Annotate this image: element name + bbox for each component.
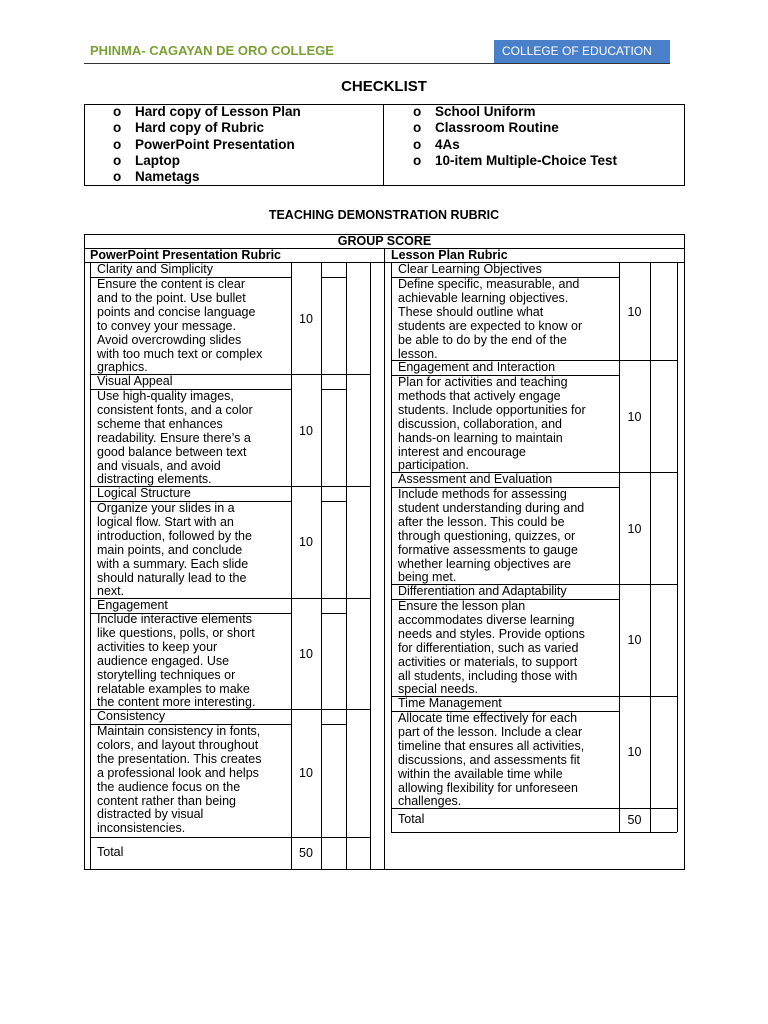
criterion-title: Logical Structure (97, 486, 191, 500)
checklist-item: o 4As (413, 136, 460, 152)
bullet-icon: o (113, 136, 122, 152)
criterion-title: Clarity and Simplicity (97, 262, 214, 276)
bullet-icon: o (413, 120, 422, 136)
criterion-title: Time Management (398, 696, 502, 710)
criterion-description: Allocate time effectively for each part of the lesson. Include a clear timeline that ensures all activities, discussions, and assessments fit within the available time while allowing flexibility for unforeseen challenges. (398, 711, 585, 809)
criterion-title: Engagement and Interaction (398, 360, 556, 374)
criterion-description: Ensure the content is clear and to the point. Use bullet points and concise language to convey your message. Avoid overcrowding slides with too much text or complex graphics. (97, 277, 263, 375)
criterion-description: Include methods for assessing student understanding during and after the lesson. This could be through questioning, quizzes, or formative assessments to gauge whether learning objectives are being met. (398, 487, 585, 585)
checklist-item: o Nametags (113, 169, 200, 185)
criterion-description: Ensure the lesson plan accommodates diverse learning needs and styles. Provide options for differentiation, such as varied activities or materials, to support all students, including those with special needs. (398, 599, 585, 697)
bullet-icon: o (413, 104, 422, 119)
criterion-points: 10 (627, 410, 642, 424)
criterion-points: 10 (627, 522, 642, 536)
college-name: PHINMA- CAGAYAN DE ORO COLLEGE (90, 43, 334, 58)
bullet-icon: o (113, 120, 122, 136)
checklist-item: o PowerPoint Presentation (113, 136, 295, 152)
checklist-item: o Classroom Routine (413, 120, 559, 136)
score-cell-divider (321, 389, 346, 390)
criterion-title: Visual Appeal (97, 374, 173, 388)
checklist-left-column (113, 104, 301, 185)
bullet-icon: o (113, 104, 122, 119)
right-table-border (391, 262, 392, 832)
criterion-points: 10 (299, 424, 313, 438)
criterion-description: Define specific, measurable, and achievable learning objectives. These should outline what students are expected to know or be able to do by the end of the lesson. (398, 277, 583, 361)
criterion-description: Maintain consistency in fonts, colors, and layout throughout the presentation. This creates a professional look and helps the audience focus on the content rather than being distracted by visual inconsistencies. (97, 724, 262, 836)
bullet-icon: o (413, 152, 422, 168)
criterion-title: Clear Learning Objectives (398, 262, 542, 276)
score-cell-divider (321, 724, 346, 725)
checklist-item: o Laptop (113, 152, 180, 168)
left-score-column-border (346, 262, 347, 870)
powerpoint-rubric-heading: PowerPoint Presentation Rubric (90, 248, 282, 262)
lesson-plan-rubric-heading: Lesson Plan Rubric (391, 248, 508, 262)
criterion-points: 10 (299, 535, 313, 549)
bullet-icon: o (113, 169, 122, 185)
total-label: Total (398, 812, 425, 826)
checklist-item: o Hard copy of Lesson Plan (113, 104, 301, 119)
row-divider (90, 869, 370, 870)
checklist-right-column (413, 104, 617, 169)
score-cell-divider (321, 277, 346, 278)
criterion-points: 10 (299, 312, 313, 326)
checklist-title: CHECKLIST (341, 78, 427, 95)
checklist-divider (383, 104, 384, 186)
criterion-title: Assessment and Evaluation (398, 472, 553, 486)
criterion-title: Consistency (97, 709, 166, 723)
row-divider (391, 832, 677, 833)
criterion-points: 10 (627, 745, 642, 759)
criterion-points: 10 (299, 647, 313, 661)
header-divider (84, 63, 670, 64)
criterion-description: Organize your slides in a logical flow. Start with an introduction, followed by the main points, and conclude with a summary. Each slide should naturally lead to the next. (97, 501, 252, 599)
bullet-icon: o (413, 136, 422, 152)
checklist-item: o Hard copy of Rubric (113, 120, 265, 136)
total-points: 50 (627, 813, 642, 827)
rubric-title: TEACHING DEMONSTRATION RUBRIC (268, 208, 500, 222)
criterion-title: Engagement (97, 598, 168, 612)
left-table-border (90, 262, 91, 870)
criterion-points: 10 (627, 633, 642, 647)
column-divider (384, 248, 385, 870)
left-score-column-border (370, 262, 371, 870)
group-score-label: GROUP SCORE (337, 234, 432, 248)
bullet-icon: o (113, 152, 122, 168)
criterion-points: 10 (627, 305, 642, 319)
checklist-item: o 10-item Multiple-Choice Test (413, 152, 618, 168)
criterion-description: Include interactive elements like questions, polls, or short activities to keep your audience engaged. Use storytelling techniques or relatable examples to make the content more interesting. (97, 612, 256, 710)
right-score-column-border (677, 262, 678, 832)
checklist-item: o School Uniform (413, 104, 536, 119)
criterion-title: Differentiation and Adaptability (398, 584, 567, 598)
score-cell-divider (321, 613, 346, 614)
criterion-description: Use high-quality images, consistent fonts, and a color scheme that enhances readability. Ensure there’s a good balance between text and visuals, and avoid distracting elements. (97, 389, 253, 487)
criterion-description: Plan for activities and teaching methods that actively engage students. Include opportunities for discussion, collaboration, and hands-on learning to maintain interest and encourage participation. (398, 375, 586, 473)
department-badge: COLLEGE OF EDUCATION (494, 40, 670, 63)
total-points: 50 (299, 846, 313, 860)
row-divider (90, 837, 370, 838)
criterion-points: 10 (299, 766, 313, 780)
total-label: Total (97, 845, 124, 859)
left-score-column-border (321, 262, 322, 870)
score-cell-divider (321, 501, 346, 502)
right-score-column-border (650, 262, 651, 832)
